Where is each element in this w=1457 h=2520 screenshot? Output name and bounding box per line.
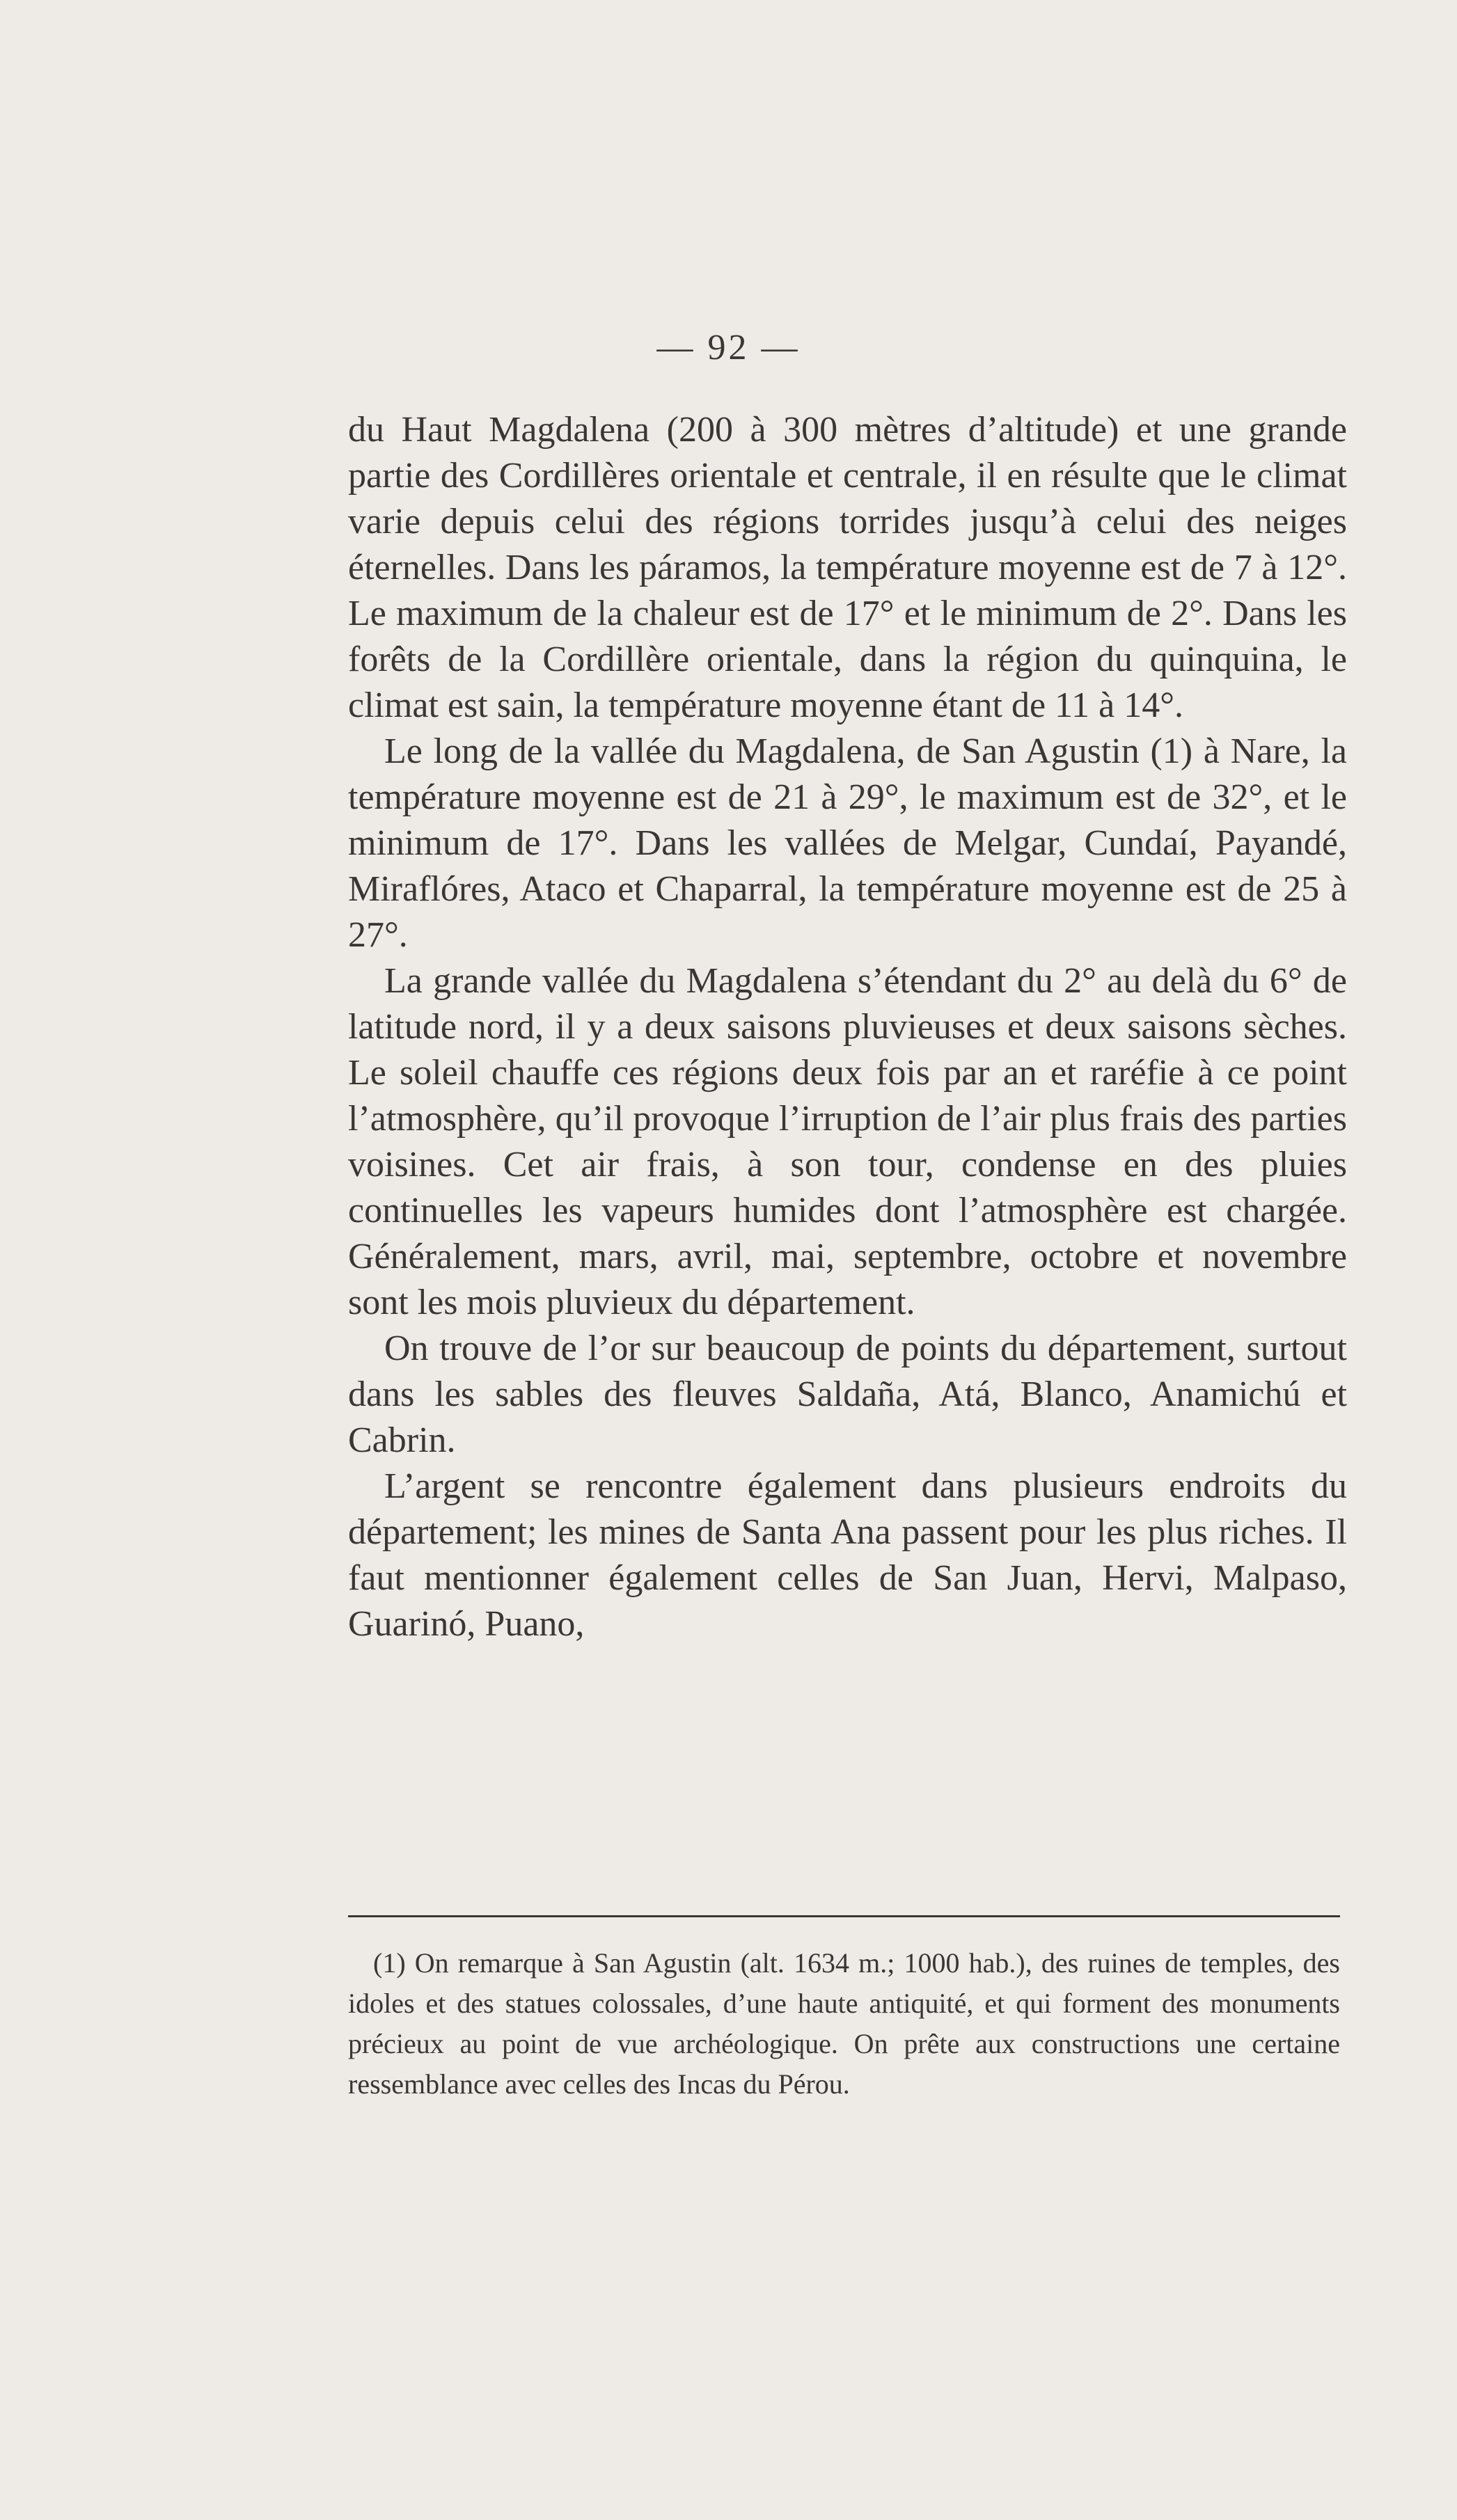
paragraph: L’argent se rencontre également dans plusieurs endroits du département; les mines de Santa Ana passent pour les plus riches. Il faut mentionner également celles de San Juan, Hervi, Malpaso, Guarinó, Puano, bbox=[348, 1466, 1347, 1644]
footnote bbox=[348, 1943, 1340, 2105]
paragraph: La grande vallée du Magdalena s’étendant du 2° au delà du 6° de latitude nord, il y a deux saisons pluvieuses et deux saisons sèches. Le soleil chauffe ces régions deux fois par an et raréfie à ce point l’atmosphère, qu’il provoque l’irruption de l’air plus frais des parties voisines. Cet air frais, à son tour, condense en des pluies continuelles les vapeurs humides dont l’atmosphère est chargée. Généralement, mars, avril, mai, septembre, octobre et novembre sont les mois pluvieux du département. bbox=[348, 961, 1347, 1322]
paragraph: Le long de la vallée du Magdalena, de San Agustin (1) à Nare, la température moyenne est de 21 à 29°, le maximum est de 32°, et le minimum de 17°. Dans les vallées de Melgar, Cundaí, Payandé, Miraflóres, Ataco et Chaparral, la température moyenne est de 25 à 27°. bbox=[348, 731, 1347, 955]
page-number: — 92 — bbox=[656, 328, 801, 367]
footnote-text: (1) On remarque à San Agustin (alt. 1634 m.; 1000 hab.), des ruines de temples, des idoles et des statues colossales, d’une haute antiquité, et qui forment des monuments précieux au point de vue archéologique. On prête aux constructions une certaine ressemblance avec celles des Incas du Pérou. bbox=[348, 1947, 1340, 2100]
main-text bbox=[348, 407, 1347, 1647]
footnote-divider bbox=[348, 1915, 1340, 1917]
paragraph: du Haut Magdalena (200 à 300 mètres d’altitude) et une grande partie des Cordillères orientale et centrale, il en résulte que le climat varie depuis celui des régions torrides jusqu’à celui des neiges éternelles. Dans les páramos, la température moyenne est de 7 à 12°. Le maximum de la chaleur est de 17° et le minimum de 2°. Dans les forêts de la Cordillère orientale, dans la région du quinquina, le climat est sain, la température moyenne étant de 11 à 14°. bbox=[348, 410, 1347, 725]
paragraph: On trouve de l’or sur beaucoup de points du département, surtout dans les sables des fleuves Saldaña, Atá, Blanco, Anamichú et Cabrin. bbox=[348, 1329, 1347, 1460]
